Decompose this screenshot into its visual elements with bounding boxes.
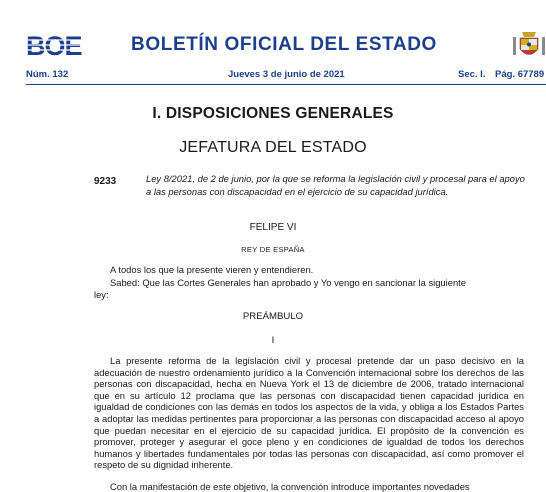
preamble-section-number: I bbox=[271, 335, 275, 346]
boe-title: BOLETÍN OFICIAL DEL ESTADO bbox=[131, 34, 437, 55]
intro-line-2: Sabed: Que las Cortes Generales han aprobado y Yo vengo en sancionar la siguiente bbox=[110, 277, 466, 288]
preamble-heading: PREÁMBULO bbox=[242, 311, 304, 322]
section-label: Sec. I. bbox=[458, 69, 486, 80]
svg-text:BOE: BOE bbox=[26, 32, 82, 58]
coat-of-arms-icon bbox=[512, 29, 546, 61]
king-name: FELIPE VI bbox=[249, 222, 297, 233]
law-number: 9233 bbox=[94, 176, 117, 187]
preamble-paragraph: La presente reforma de la legislación civil y procesal pretende dar un paso decisivo en la adecuación de nuestro ordenamiento jurídico a la Convención internacional sobre los derechos de las personas con discapacidad, hecha en Nueva York el 13 de diciembre de 2006, tratado internacional que en su artículo 12 proclama que las personas con discapacidad tienen capacidad jurídica en igualdad de condiciones con las demás en todos los aspectos de la vida, y obliga a los Estados Partes a adoptar las medidas pertinentes para proporcionar a las personas con discapacidad acceso al apoyo que puedan necesitar en el ejercicio de su capacidad jurídica. El propósito de la convención es promover, proteger y asegurar el goce pleno y en condiciones de igualdad de todos los derechos humanos y libertades fundamentales por todas las personas con discapacidad, así como promover el respeto de su dignidad inherente. bbox=[94, 355, 524, 471]
header-meta bbox=[26, 69, 546, 83]
law-title: Ley 8/2021, de 2 de junio, por la que se reforma la legislación civil y procesal para el apoyo a las personas con discapacidad en el ejercicio de su capacidad jurídica. bbox=[146, 173, 525, 197]
preamble-paragraph-next: Con la manifestación de este objetivo, la convención introduce importantes novedades bbox=[110, 481, 470, 492]
organ-title: JEFATURA DEL ESTADO bbox=[179, 139, 367, 156]
issue-date: Jueves 3 de junio de 2021 bbox=[228, 69, 345, 80]
intro-line-1: A todos los que la presente vieren y entendieren. bbox=[110, 264, 314, 275]
page-number: Pág. 67789 bbox=[495, 69, 545, 80]
intro-line-3: ley: bbox=[94, 289, 109, 300]
boe-logo bbox=[26, 32, 86, 58]
header-divider bbox=[26, 84, 546, 85]
issue-number: Núm. 132 bbox=[26, 69, 69, 80]
boe-header bbox=[0, 0, 546, 90]
section-title: I. DISPOSICIONES GENERALES bbox=[152, 105, 394, 122]
king-title: REY DE ESPAÑA bbox=[241, 245, 305, 254]
